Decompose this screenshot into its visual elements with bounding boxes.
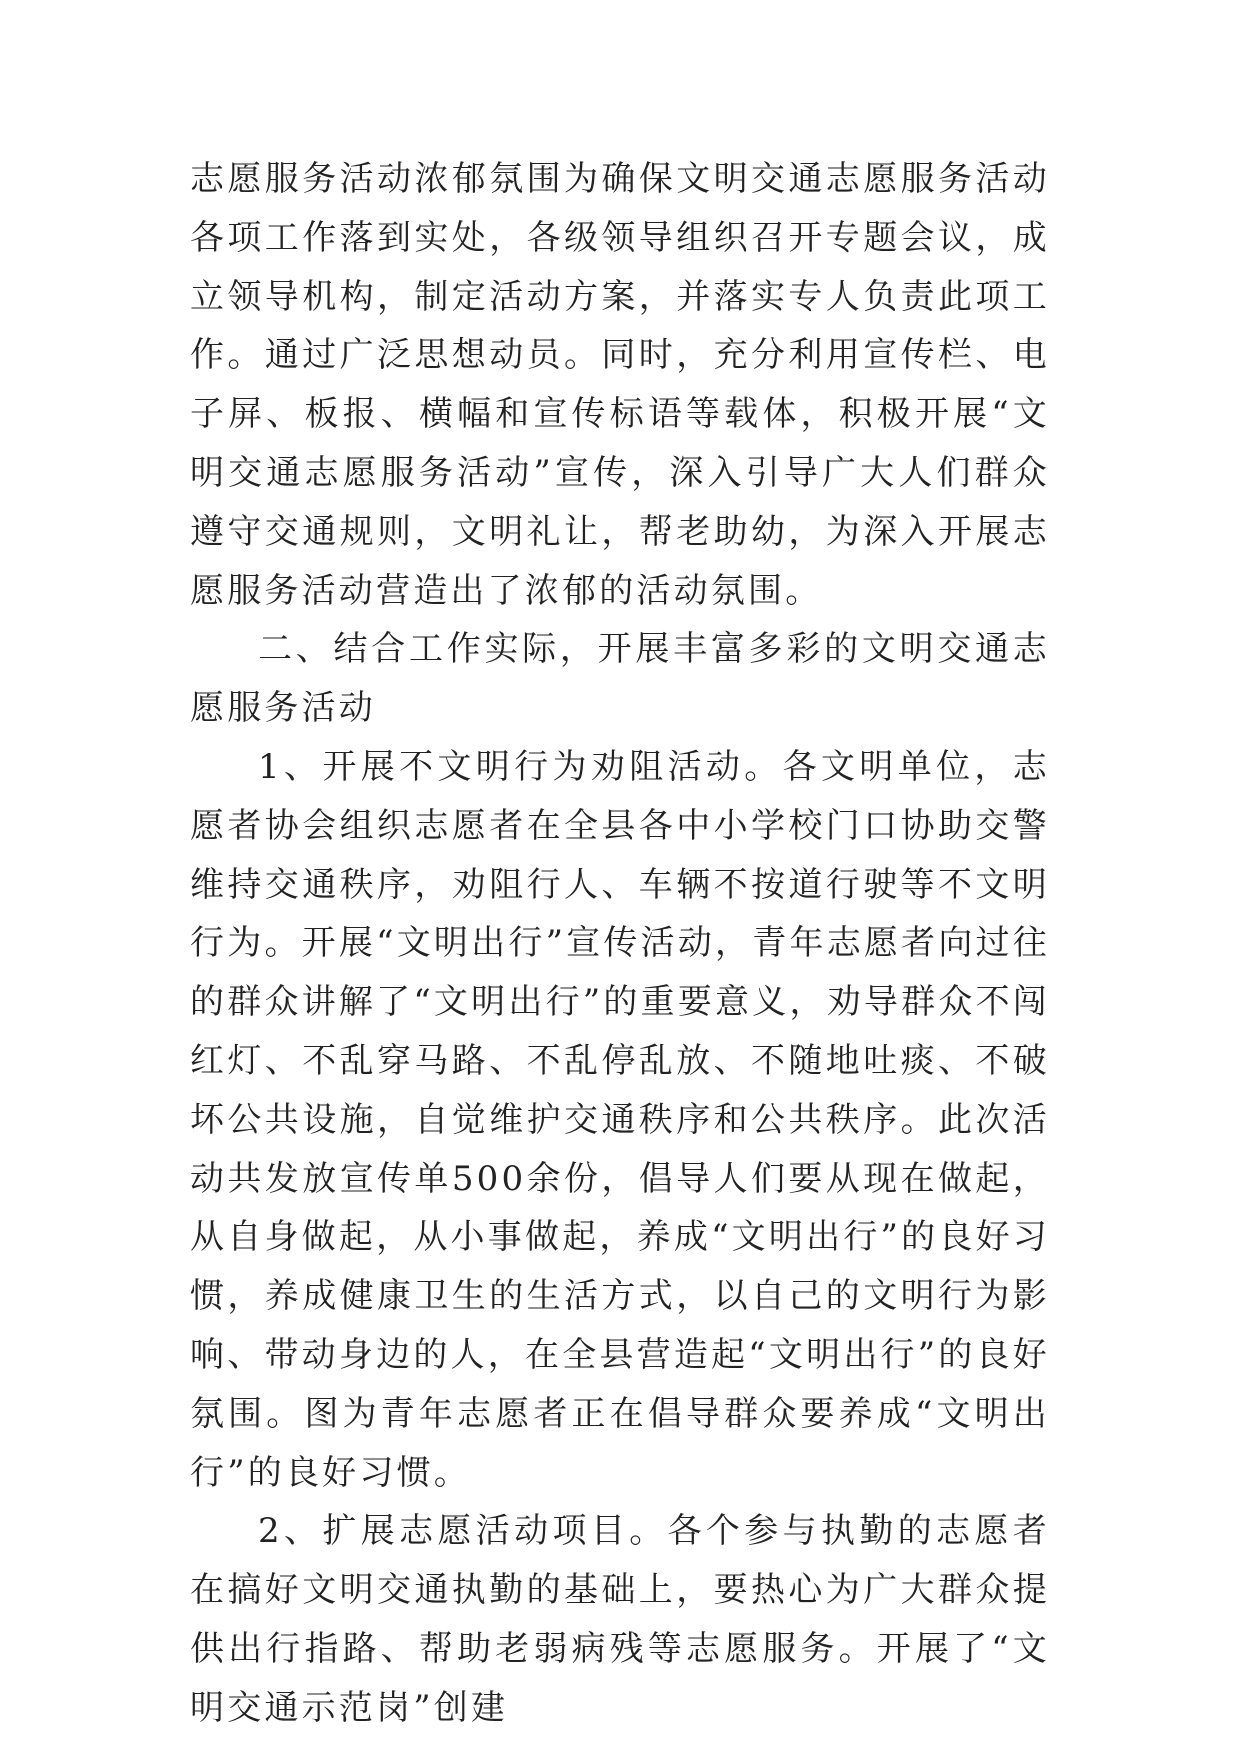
paragraph-item-two: 2、扩展志愿活动项目。各个参与执勤的志愿者在搞好文明交通执勤的基础上，要热心为广大群众提供出行指路、帮助老弱病残等志愿服务。开展了“文明交通示范岗”创建: [190, 1511, 1050, 1728]
document-body: [190, 150, 1050, 1738]
paragraph-item-one: 1、开展不文明行为劝阻活动。各文明单位，志愿者协会组织志愿者在全县各中小学校门口协助交警维持交通秩序，劝阻行人、车辆不按道行驶等不文明行为。开展“文明出行”宣传活动，青年志愿者向过往的群众讲解了“文明出行”的重要意义，劝导群众不闯红灯、不乱穿马路、不乱停乱放、不随地吐痰、不破坏公共设施，自觉维护交通秩序和公共秩序。此次活动共发放宣传单500余份，倡导人们要从现在做起，从自身做起，从小事做起，养成“文明出行”的良好习惯，养成健康卫生的生活方式，以自己的文明行为影响、带动身边的人，在全县营造起“文明出行”的良好氛围。图为青年志愿者正在倡导群众要养成“文明出行”的良好习惯。: [190, 746, 1050, 1493]
section-heading-two: 二、结合工作实际，开展丰富多彩的文明交通志愿服务活动: [190, 629, 1050, 729]
paragraph-intro: 志愿服务活动浓郁氛围为确保文明交通志愿服务活动各项工作落到实处，各级领导组织召开专题会议，成立领导机构，制定活动方案，并落实专人负责此项工作。通过广泛思想动员。同时，充分利用宣传栏、电子屏、板报、横幅和宣传标语等载体，积极开展“文明交通志愿服务活动”宣传，深入引导广大人们群众遵守交通规则，文明礼让，帮老助幼，为深入开展志愿服务活动营造出了浓郁的活动氛围。: [190, 159, 1050, 611]
